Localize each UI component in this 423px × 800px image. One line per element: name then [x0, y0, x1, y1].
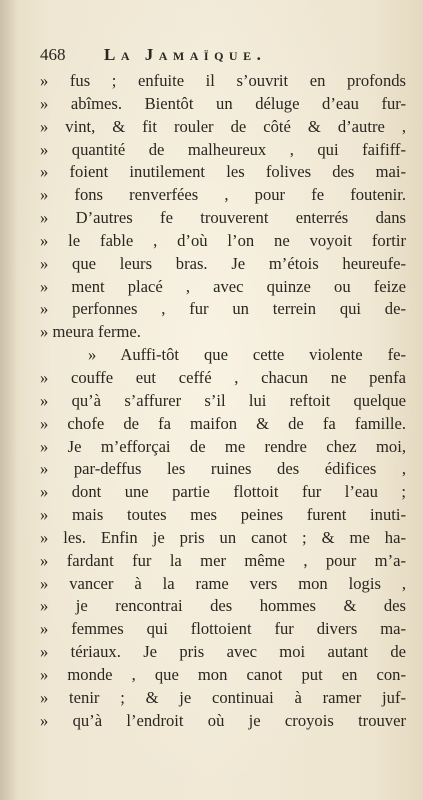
- text-line: » vint, & fit rouler de côté & d’autre ,: [40, 116, 406, 136]
- body-text: [40, 70, 406, 732]
- text-line: » D’autres fe trouverent enterrés dans: [40, 208, 406, 228]
- text-line: » Auffi-tôt que cette violente fe-: [88, 345, 406, 365]
- text-line: » qu’à l’endroit où je croyois trouver: [40, 710, 406, 730]
- text-line: » tériaux. Je pris avec moi autant de: [40, 642, 406, 662]
- text-line: » couffe eut ceffé , chacun ne penfa: [40, 367, 406, 387]
- text-line: » le fable , d’où l’on ne voyoit fortir: [40, 230, 406, 250]
- text-line: » les. Enfin je pris un canot ; & me ha-: [40, 527, 406, 547]
- text-line: » abîmes. Bientôt un déluge d’eau fur-: [40, 93, 406, 113]
- text-line: » Je m’efforçai de me rendre chez moi,: [40, 436, 406, 456]
- text-line: » fus ; enfuite il s’ouvrit en profonds: [40, 71, 406, 90]
- text-line: » dont une partie flottoit fur l’eau ;: [40, 482, 406, 502]
- text-line: » femmes qui flottoient fur divers ma-: [40, 619, 406, 639]
- text-line: » que leurs bras. Je m’étois heureufe-: [40, 253, 406, 273]
- text-line: » monde , que mon canot put en con-: [40, 664, 406, 684]
- text-line: » ment placé , avec quinze ou feize: [40, 276, 406, 296]
- text-line: » par-deffus les ruines des édifices ,: [40, 459, 406, 479]
- gutter-shadow: [0, 0, 18, 800]
- text-line: » foient inutilement les folives des mai-: [40, 162, 406, 182]
- text-line: » vancer à la rame vers mon logis ,: [40, 573, 406, 593]
- text-line: » meura ferme.: [40, 322, 141, 342]
- text-line: » perfonnes , fur un terrein qui de-: [40, 299, 406, 319]
- text-line: » quantité de malheureux , qui faififf-: [40, 139, 406, 159]
- text-line: » fons renverfées , pour fe foutenir.: [40, 185, 406, 205]
- text-line: » qu’à s’affurer s’il lui reftoit quelque: [40, 390, 406, 410]
- page-number: 468: [40, 45, 66, 64]
- text-line: » fardant fur la mer même , pour m’a-: [40, 550, 406, 570]
- running-head: [40, 44, 380, 66]
- text-line: » mais toutes mes peines furent inuti-: [40, 505, 406, 525]
- running-title: La Jamaïque.: [104, 45, 267, 64]
- text-line: » je rencontrai des hommes & des: [40, 596, 406, 616]
- text-line: » tenir ; & je continuai à ramer juf-: [40, 687, 406, 707]
- text-line: » chofe de fa maifon & de fa famille.: [40, 413, 406, 433]
